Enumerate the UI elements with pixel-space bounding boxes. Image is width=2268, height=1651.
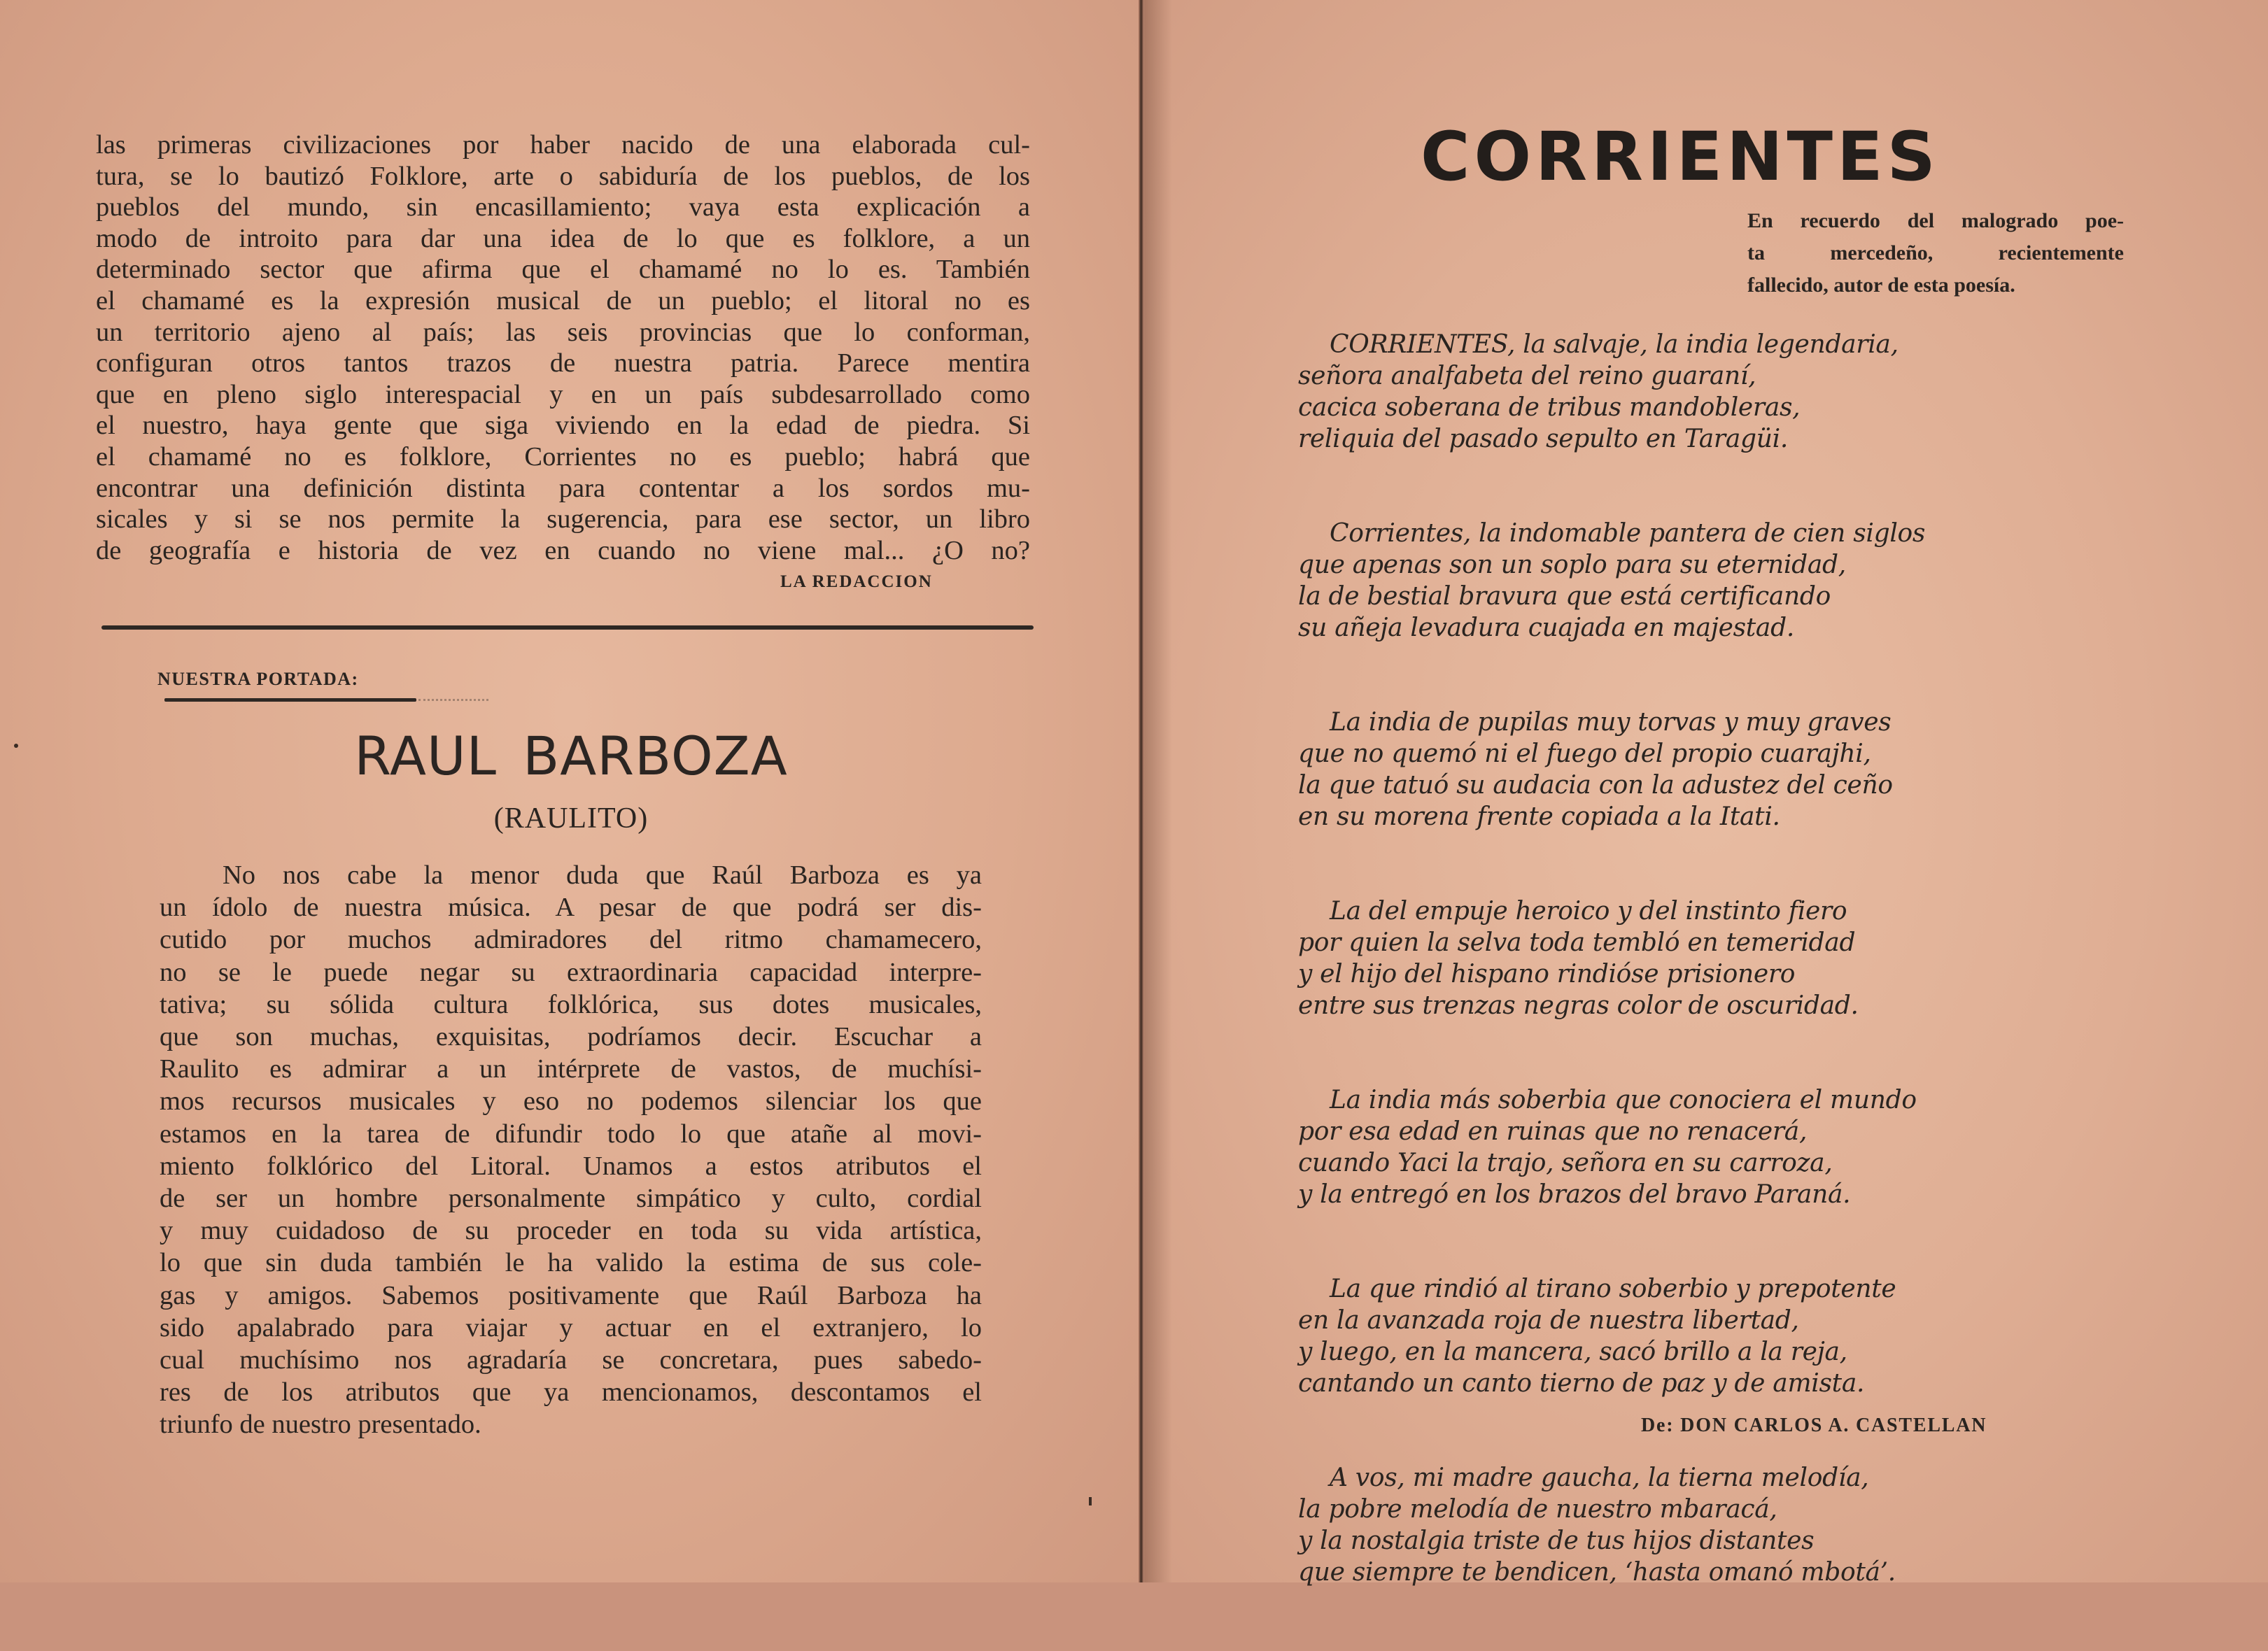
verse: señora analfabeta del reino guaraní, (1298, 362, 1756, 390)
text-line: el chamamé no es folklore, Corrientes no es pueblo; habrá que (96, 441, 1030, 472)
ink-mark (1089, 1497, 1092, 1505)
verse: la de bestial bravura que está certificando (1298, 582, 1831, 611)
verse: A vos, mi madre gaucha, la tierna melodía, (1330, 1464, 1869, 1492)
intro-paragraph (96, 129, 1030, 566)
text-line: triunfo de nuestro presentado. (160, 1410, 481, 1440)
verse: cacica soberana de tribus mandobleras, (1298, 393, 1801, 422)
verse: que apenas son un soplo para su eternidad, (1298, 551, 1846, 579)
verse: entre sus trenzas negras color de oscuridad. (1298, 991, 1859, 1020)
intro-signature: LA REDACCION (780, 572, 933, 591)
verse: y luego, en la mancera, sacó brillo a la reja, (1298, 1338, 1847, 1366)
verse: La del empuje heroico y del instinto fiero (1330, 897, 1847, 926)
verse: La que rindió al tirano soberbio y prepotente (1330, 1275, 1896, 1303)
stanza (1298, 329, 2068, 455)
dedication-line: En recuerdo del malogrado poe- (1747, 209, 2124, 232)
verse: La india de pupilas muy torvas y muy graves (1330, 708, 1892, 737)
poem-title: CORRIENTES (1421, 118, 1940, 196)
spine-shadow (1144, 0, 1172, 1582)
verse: en la avanzada roja de nuestra libertad, (1298, 1306, 1799, 1335)
text-line: No nos cabe la menor duda que Raúl Barboza es ya (223, 860, 982, 890)
text-line: no se le puede negar su extraordinaria capacidad interpre- (160, 957, 982, 987)
poem-dedication (1747, 205, 2124, 302)
dedication-line: fallecido, autor de esta poesía. (1747, 274, 2015, 297)
article-subtitle: (RAULITO) (493, 802, 649, 835)
text-line: el chamamé es la expresión musical de un pueblo; el litoral no es (96, 285, 1030, 316)
text-line: Raulito es admirar a un intérprete de vastos, de muchísi- (160, 1054, 982, 1084)
text-line: tativa; su sólida cultura folklórica, sus dotes musicales, (160, 989, 982, 1019)
verse: la que tatuó su audacia con la adustez del ceño (1298, 771, 1893, 800)
text-line: un territorio ajeno al país; las seis provincias que lo conforman, (96, 317, 1030, 347)
kicker-underline (164, 698, 416, 702)
article-title: RAUL BARBOZA (354, 725, 788, 787)
article-body (160, 859, 982, 1441)
verse: y el hijo del hispano rindióse prisionero (1298, 960, 1796, 989)
text-line: tura, se lo bautizó Folklore, arte o sabiduría de los pueblos, de los (96, 161, 1030, 191)
verse: reliquia del pasado sepulto en Taragüi. (1298, 425, 1788, 453)
kicker-underline-faded (418, 699, 488, 703)
verse: que no quemó ni el fuego del propio cuarajhi, (1298, 739, 1871, 768)
verse: Corrientes, la indomable pantera de cien siglos (1330, 519, 1926, 548)
text-line: de ser un hombre personalmente simpático y culto, cordial (160, 1184, 982, 1214)
text-line: estamos en la tarea de difundir todo lo que atañe al movi- (160, 1119, 982, 1149)
text-line: configuran otros tantos trazos de nuestra patria. Parece mentira (96, 348, 1030, 378)
text-line: sido apalabrado para viajar y actuar en el extranjero, lo (160, 1312, 982, 1342)
verse: la pobre melodía de nuestro mbaracá, (1298, 1495, 1777, 1524)
ink-speck (14, 744, 18, 748)
text-line: determinado sector que afirma que el chamamé no lo es. También (96, 255, 1030, 285)
text-line: cutido por muchos admiradores del ritmo chamamecero, (160, 925, 982, 955)
poem-author: De: DON CARLOS A. CASTELLAN (1641, 1415, 1987, 1436)
verse: y la nostalgia triste de tus hijos distantes (1298, 1526, 1815, 1555)
text-line: miento folklórico del Litoral. Unamos a estos atributos el (160, 1151, 982, 1181)
text-line: el nuestro, haya gente que siga viviendo en la edad de piedra. Si (96, 411, 1030, 441)
stanza (1298, 1084, 2068, 1210)
verse: La india más soberbia que conociera el mundo (1330, 1086, 1917, 1114)
verse: cuando Yaci la trajo, señora en su carroza, (1298, 1149, 1833, 1177)
text-line: mos recursos musicales y eso no podemos silenciar los que (160, 1086, 982, 1117)
verse: por quien la selva toda tembló en temeridad (1298, 928, 1856, 957)
text-line: sicales y si se nos permite la sugerencia, para ese sector, un libro (96, 504, 1030, 534)
text-line: pueblos del mundo, sin encasillamiento; vaya esta explicación a (96, 192, 1030, 222)
verse: su añeja levadura cuajada en majestad. (1298, 614, 1794, 642)
stanza (1298, 707, 2068, 832)
dedication-line: ta mercedeño, recientemente (1747, 241, 2124, 264)
stanza (1298, 518, 2068, 644)
text-line: que son muchas, exquisitas, podríamos decir. Escuchar a (160, 1022, 982, 1052)
stanza (1298, 895, 2068, 1021)
section-kicker: NUESTRA PORTADA: (157, 669, 359, 689)
verse: cantando un canto tierno de paz y de amista. (1298, 1369, 1865, 1398)
section-divider (101, 625, 1034, 630)
text-line: y muy cuidadoso de su proceder en toda su vida artística, (160, 1216, 982, 1246)
text-line: que en pleno siglo interespacial y en un país subdesarrollado como (96, 379, 1030, 409)
verse: por esa edad en ruinas que no renacerá, (1298, 1117, 1808, 1146)
book-spine (1139, 0, 1144, 1582)
verse: que siempre te bendicen, ‘hasta omanó mbotá’. (1298, 1558, 1896, 1587)
text-line: un ídolo de nuestra música. A pesar de que podrá ser dis- (160, 893, 982, 923)
text-line: modo de introito para dar una idea de lo que es folklore, a un (96, 223, 1030, 253)
text-line: de geografía e historia de vez en cuando no viene mal... ¿O no? (96, 535, 1030, 565)
verse: CORRIENTES, la salvaje, la india legendaria, (1330, 330, 1899, 359)
text-line: res de los atributos que ya mencionamos, descontamos el (160, 1377, 982, 1408)
verse: y la entregó en los brazos del bravo Paraná. (1298, 1180, 1851, 1209)
left-page (0, 0, 1142, 1582)
text-line: encontrar una definición distinta para contentar a los sordos mu- (96, 473, 1030, 503)
verse: en su morena frente copiada a la Itati. (1298, 802, 1780, 831)
text-line: cual muchísimo nos agradaría se concretara, pues sabedo- (160, 1345, 982, 1375)
stanza (1298, 1462, 2068, 1588)
text-line: las primeras civilizaciones por haber nacido de una elaborada cul- (96, 130, 1030, 160)
stanza (1298, 1273, 2068, 1399)
poem-body (1298, 329, 2068, 1651)
text-line: lo que sin duda también le ha valido la estima de sus cole- (160, 1248, 982, 1278)
text-line: gas y amigos. Sabemos positivamente que Raúl Barboza ha (160, 1280, 982, 1310)
